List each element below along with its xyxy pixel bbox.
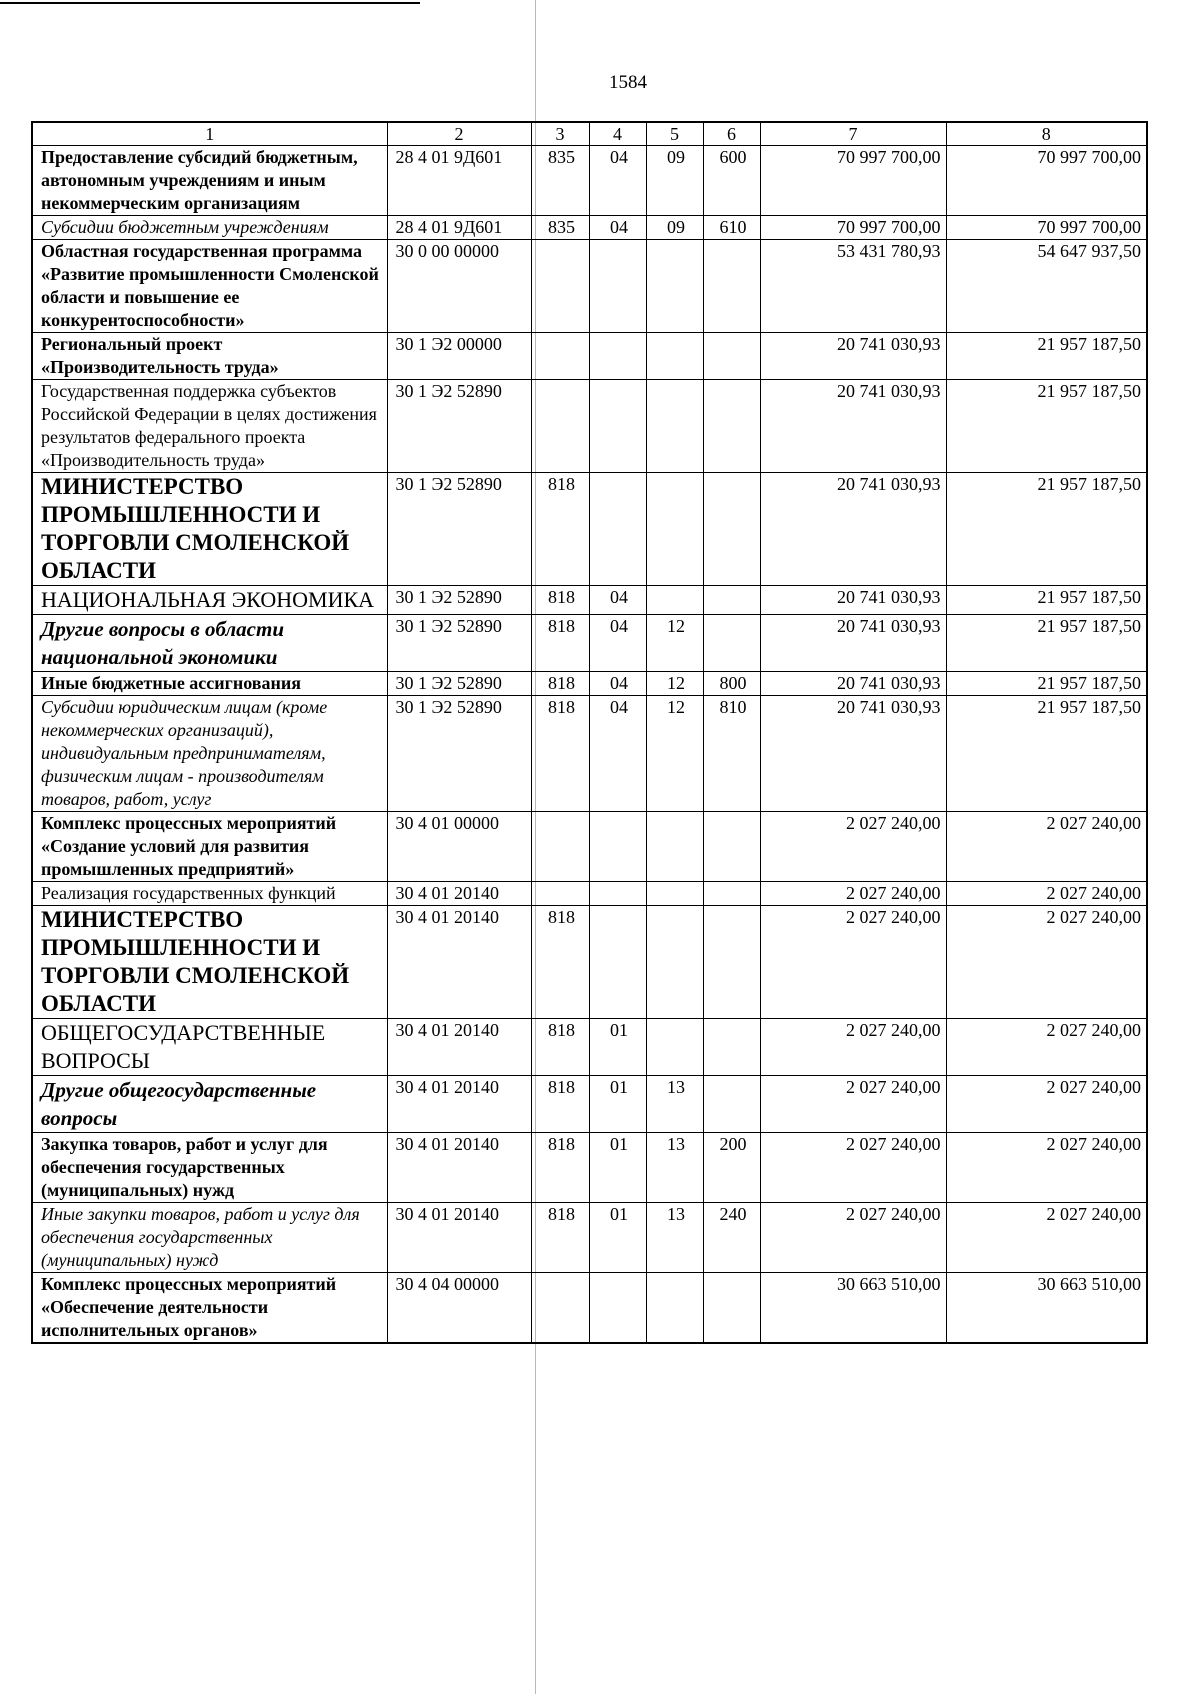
row-col-4: 04 <box>589 586 646 615</box>
row-name: Субсидии юридическим лицам (кроме некоммерческих организаций), индивидуальным предпринимателям, физическим лицам - производителям товаров, работ, услуг <box>32 696 387 812</box>
row-name: Иные бюджетные ассигнования <box>32 672 387 696</box>
page-number: 1584 <box>609 72 647 93</box>
top-rule <box>0 2 420 4</box>
row-code: 30 0 00 00000 <box>387 240 531 333</box>
row-amount-8: 2 027 240,00 <box>946 1133 1147 1203</box>
row-col-5 <box>646 1019 703 1076</box>
table-row <box>32 586 1147 615</box>
row-col-5 <box>646 906 703 1019</box>
row-amount-8: 2 027 240,00 <box>946 1076 1147 1133</box>
row-amount-7: 20 741 030,93 <box>760 696 946 812</box>
row-col-3 <box>531 812 589 882</box>
row-col-4: 01 <box>589 1203 646 1273</box>
row-amount-8: 2 027 240,00 <box>946 1019 1147 1076</box>
row-amount-7: 2 027 240,00 <box>760 812 946 882</box>
row-amount-7: 2 027 240,00 <box>760 1076 946 1133</box>
row-col-3: 818 <box>531 615 589 672</box>
row-col-3: 835 <box>531 216 589 240</box>
row-col-4 <box>589 812 646 882</box>
row-col-5 <box>646 473 703 586</box>
row-name: Другие общегосударственные вопросы <box>32 1076 387 1133</box>
row-code: 30 1 Э2 00000 <box>387 333 531 380</box>
row-col-3 <box>531 333 589 380</box>
row-amount-8: 2 027 240,00 <box>946 882 1147 906</box>
row-col-4: 04 <box>589 216 646 240</box>
row-col-3: 818 <box>531 1076 589 1133</box>
row-code: 30 1 Э2 52890 <box>387 586 531 615</box>
header-col-8: 8 <box>946 122 1147 146</box>
row-name: НАЦИОНАЛЬНАЯ ЭКОНОМИКА <box>32 586 387 615</box>
row-col-6: 800 <box>703 672 760 696</box>
row-name: Предоставление субсидий бюджетным, автономным учреждениям и иным некоммерческим организациям <box>32 146 387 216</box>
row-col-6: 600 <box>703 146 760 216</box>
row-col-6 <box>703 380 760 473</box>
table-row <box>32 1203 1147 1273</box>
table-row <box>32 1133 1147 1203</box>
row-amount-8: 21 957 187,50 <box>946 380 1147 473</box>
table-row <box>32 333 1147 380</box>
row-col-3 <box>531 1273 589 1344</box>
row-col-3: 818 <box>531 586 589 615</box>
table-row <box>32 696 1147 812</box>
row-amount-8: 21 957 187,50 <box>946 696 1147 812</box>
header-col-4: 4 <box>589 122 646 146</box>
header-col-2: 2 <box>387 122 531 146</box>
row-amount-7: 2 027 240,00 <box>760 1203 946 1273</box>
row-code: 30 4 01 20140 <box>387 1019 531 1076</box>
row-amount-8: 54 647 937,50 <box>946 240 1147 333</box>
row-amount-8: 21 957 187,50 <box>946 586 1147 615</box>
row-col-6 <box>703 615 760 672</box>
row-col-5: 12 <box>646 672 703 696</box>
row-col-4 <box>589 882 646 906</box>
row-col-6 <box>703 882 760 906</box>
row-amount-7: 20 741 030,93 <box>760 333 946 380</box>
row-col-5: 12 <box>646 696 703 812</box>
row-col-6 <box>703 473 760 586</box>
row-col-3: 818 <box>531 696 589 812</box>
row-code: 30 4 01 20140 <box>387 906 531 1019</box>
table-row <box>32 146 1147 216</box>
table-row <box>32 812 1147 882</box>
row-col-5 <box>646 812 703 882</box>
row-name: Субсидии бюджетным учреждениям <box>32 216 387 240</box>
row-col-6 <box>703 1273 760 1344</box>
row-col-5 <box>646 380 703 473</box>
row-amount-8: 2 027 240,00 <box>946 1203 1147 1273</box>
row-col-4 <box>589 1273 646 1344</box>
row-amount-7: 20 741 030,93 <box>760 615 946 672</box>
row-amount-8: 2 027 240,00 <box>946 906 1147 1019</box>
row-col-6 <box>703 812 760 882</box>
header-col-3: 3 <box>531 122 589 146</box>
row-amount-8: 70 997 700,00 <box>946 216 1147 240</box>
row-name: МИНИСТЕРСТВО ПРОМЫШЛЕННОСТИ И ТОРГОВЛИ СМОЛЕНСКОЙ ОБЛАСТИ <box>32 473 387 586</box>
row-col-5 <box>646 333 703 380</box>
row-col-3 <box>531 882 589 906</box>
row-col-6 <box>703 1019 760 1076</box>
table-row <box>32 380 1147 473</box>
row-col-5 <box>646 882 703 906</box>
row-col-6 <box>703 240 760 333</box>
row-col-6 <box>703 586 760 615</box>
table-row <box>32 672 1147 696</box>
row-col-4 <box>589 240 646 333</box>
row-col-4 <box>589 380 646 473</box>
row-code: 30 1 Э2 52890 <box>387 615 531 672</box>
row-col-3: 835 <box>531 146 589 216</box>
row-name: Комплекс процессных мероприятий «Обеспечение деятельности исполнительных органов» <box>32 1273 387 1344</box>
row-col-3: 818 <box>531 672 589 696</box>
table-header <box>32 122 1147 146</box>
row-col-3: 818 <box>531 1019 589 1076</box>
row-amount-8: 21 957 187,50 <box>946 333 1147 380</box>
row-code: 30 4 01 20140 <box>387 882 531 906</box>
table-row <box>32 240 1147 333</box>
row-amount-7: 20 741 030,93 <box>760 473 946 586</box>
row-col-3 <box>531 380 589 473</box>
row-col-6: 610 <box>703 216 760 240</box>
header-row <box>32 122 1147 146</box>
row-name: Государственная поддержка субъектов Российской Федерации в целях достижения результатов федерального проекта «Производительность труда» <box>32 380 387 473</box>
row-code: 28 4 01 9Д601 <box>387 216 531 240</box>
row-name: МИНИСТЕРСТВО ПРОМЫШЛЕННОСТИ И ТОРГОВЛИ СМОЛЕНСКОЙ ОБЛАСТИ <box>32 906 387 1019</box>
row-name: Комплекс процессных мероприятий «Создание условий для развития промышленных предприятий» <box>32 812 387 882</box>
table-row <box>32 1273 1147 1344</box>
row-col-6 <box>703 1076 760 1133</box>
row-name: Другие вопросы в области национальной экономики <box>32 615 387 672</box>
row-col-5 <box>646 1273 703 1344</box>
row-amount-7: 20 741 030,93 <box>760 380 946 473</box>
row-col-5 <box>646 240 703 333</box>
row-col-4 <box>589 333 646 380</box>
row-name: Региональный проект «Производительность труда» <box>32 333 387 380</box>
header-col-5: 5 <box>646 122 703 146</box>
row-amount-7: 2 027 240,00 <box>760 1133 946 1203</box>
row-col-3: 818 <box>531 473 589 586</box>
row-name: Реализация государственных функций <box>32 882 387 906</box>
row-amount-8: 2 027 240,00 <box>946 812 1147 882</box>
row-col-4: 04 <box>589 696 646 812</box>
row-col-3: 818 <box>531 906 589 1019</box>
table-row <box>32 906 1147 1019</box>
table-row <box>32 1076 1147 1133</box>
row-amount-8: 30 663 510,00 <box>946 1273 1147 1344</box>
row-col-5: 13 <box>646 1203 703 1273</box>
table-row <box>32 1019 1147 1076</box>
row-col-5 <box>646 586 703 615</box>
row-code: 30 4 01 00000 <box>387 812 531 882</box>
budget-table <box>31 121 1148 1344</box>
row-code: 28 4 01 9Д601 <box>387 146 531 216</box>
row-col-4: 04 <box>589 146 646 216</box>
row-code: 30 1 Э2 52890 <box>387 380 531 473</box>
row-name: ОБЩЕГОСУДАРСТВЕННЫЕ ВОПРОСЫ <box>32 1019 387 1076</box>
row-col-6: 240 <box>703 1203 760 1273</box>
row-col-4: 01 <box>589 1019 646 1076</box>
row-col-5: 13 <box>646 1076 703 1133</box>
row-col-4: 01 <box>589 1133 646 1203</box>
row-code: 30 4 04 00000 <box>387 1273 531 1344</box>
table-row <box>32 216 1147 240</box>
header-col-6: 6 <box>703 122 760 146</box>
row-code: 30 4 01 20140 <box>387 1203 531 1273</box>
row-col-5: 09 <box>646 216 703 240</box>
row-col-4: 01 <box>589 1076 646 1133</box>
row-amount-7: 20 741 030,93 <box>760 672 946 696</box>
row-amount-8: 21 957 187,50 <box>946 615 1147 672</box>
row-name: Иные закупки товаров, работ и услуг для обеспечения государственных (муниципальных) нужд <box>32 1203 387 1273</box>
row-col-5: 09 <box>646 146 703 216</box>
row-amount-7: 53 431 780,93 <box>760 240 946 333</box>
row-amount-7: 70 997 700,00 <box>760 146 946 216</box>
header-col-7: 7 <box>760 122 946 146</box>
row-col-6 <box>703 333 760 380</box>
row-code: 30 1 Э2 52890 <box>387 696 531 812</box>
row-code: 30 4 01 20140 <box>387 1133 531 1203</box>
row-amount-7: 20 741 030,93 <box>760 586 946 615</box>
row-col-3: 818 <box>531 1203 589 1273</box>
row-col-4: 04 <box>589 672 646 696</box>
row-col-4 <box>589 473 646 586</box>
row-amount-7: 2 027 240,00 <box>760 882 946 906</box>
row-col-5: 13 <box>646 1133 703 1203</box>
row-col-6: 200 <box>703 1133 760 1203</box>
row-code: 30 4 01 20140 <box>387 1076 531 1133</box>
row-col-4 <box>589 906 646 1019</box>
row-code: 30 1 Э2 52890 <box>387 672 531 696</box>
row-amount-8: 21 957 187,50 <box>946 473 1147 586</box>
table-row <box>32 882 1147 906</box>
row-amount-8: 21 957 187,50 <box>946 672 1147 696</box>
row-amount-8: 70 997 700,00 <box>946 146 1147 216</box>
header-col-1: 1 <box>32 122 387 146</box>
row-col-5: 12 <box>646 615 703 672</box>
table-row <box>32 615 1147 672</box>
row-col-3 <box>531 240 589 333</box>
row-amount-7: 30 663 510,00 <box>760 1273 946 1344</box>
row-col-3: 818 <box>531 1133 589 1203</box>
row-col-4: 04 <box>589 615 646 672</box>
table-row <box>32 473 1147 586</box>
row-amount-7: 2 027 240,00 <box>760 906 946 1019</box>
table-body <box>32 146 1147 1344</box>
row-col-6: 810 <box>703 696 760 812</box>
row-col-6 <box>703 906 760 1019</box>
row-code: 30 1 Э2 52890 <box>387 473 531 586</box>
row-amount-7: 70 997 700,00 <box>760 216 946 240</box>
row-name: Закупка товаров, работ и услуг для обеспечения государственных (муниципальных) нужд <box>32 1133 387 1203</box>
row-name: Областная государственная программа «Развитие промышленности Смоленской области и повышение ее конкурентоспособности» <box>32 240 387 333</box>
row-amount-7: 2 027 240,00 <box>760 1019 946 1076</box>
